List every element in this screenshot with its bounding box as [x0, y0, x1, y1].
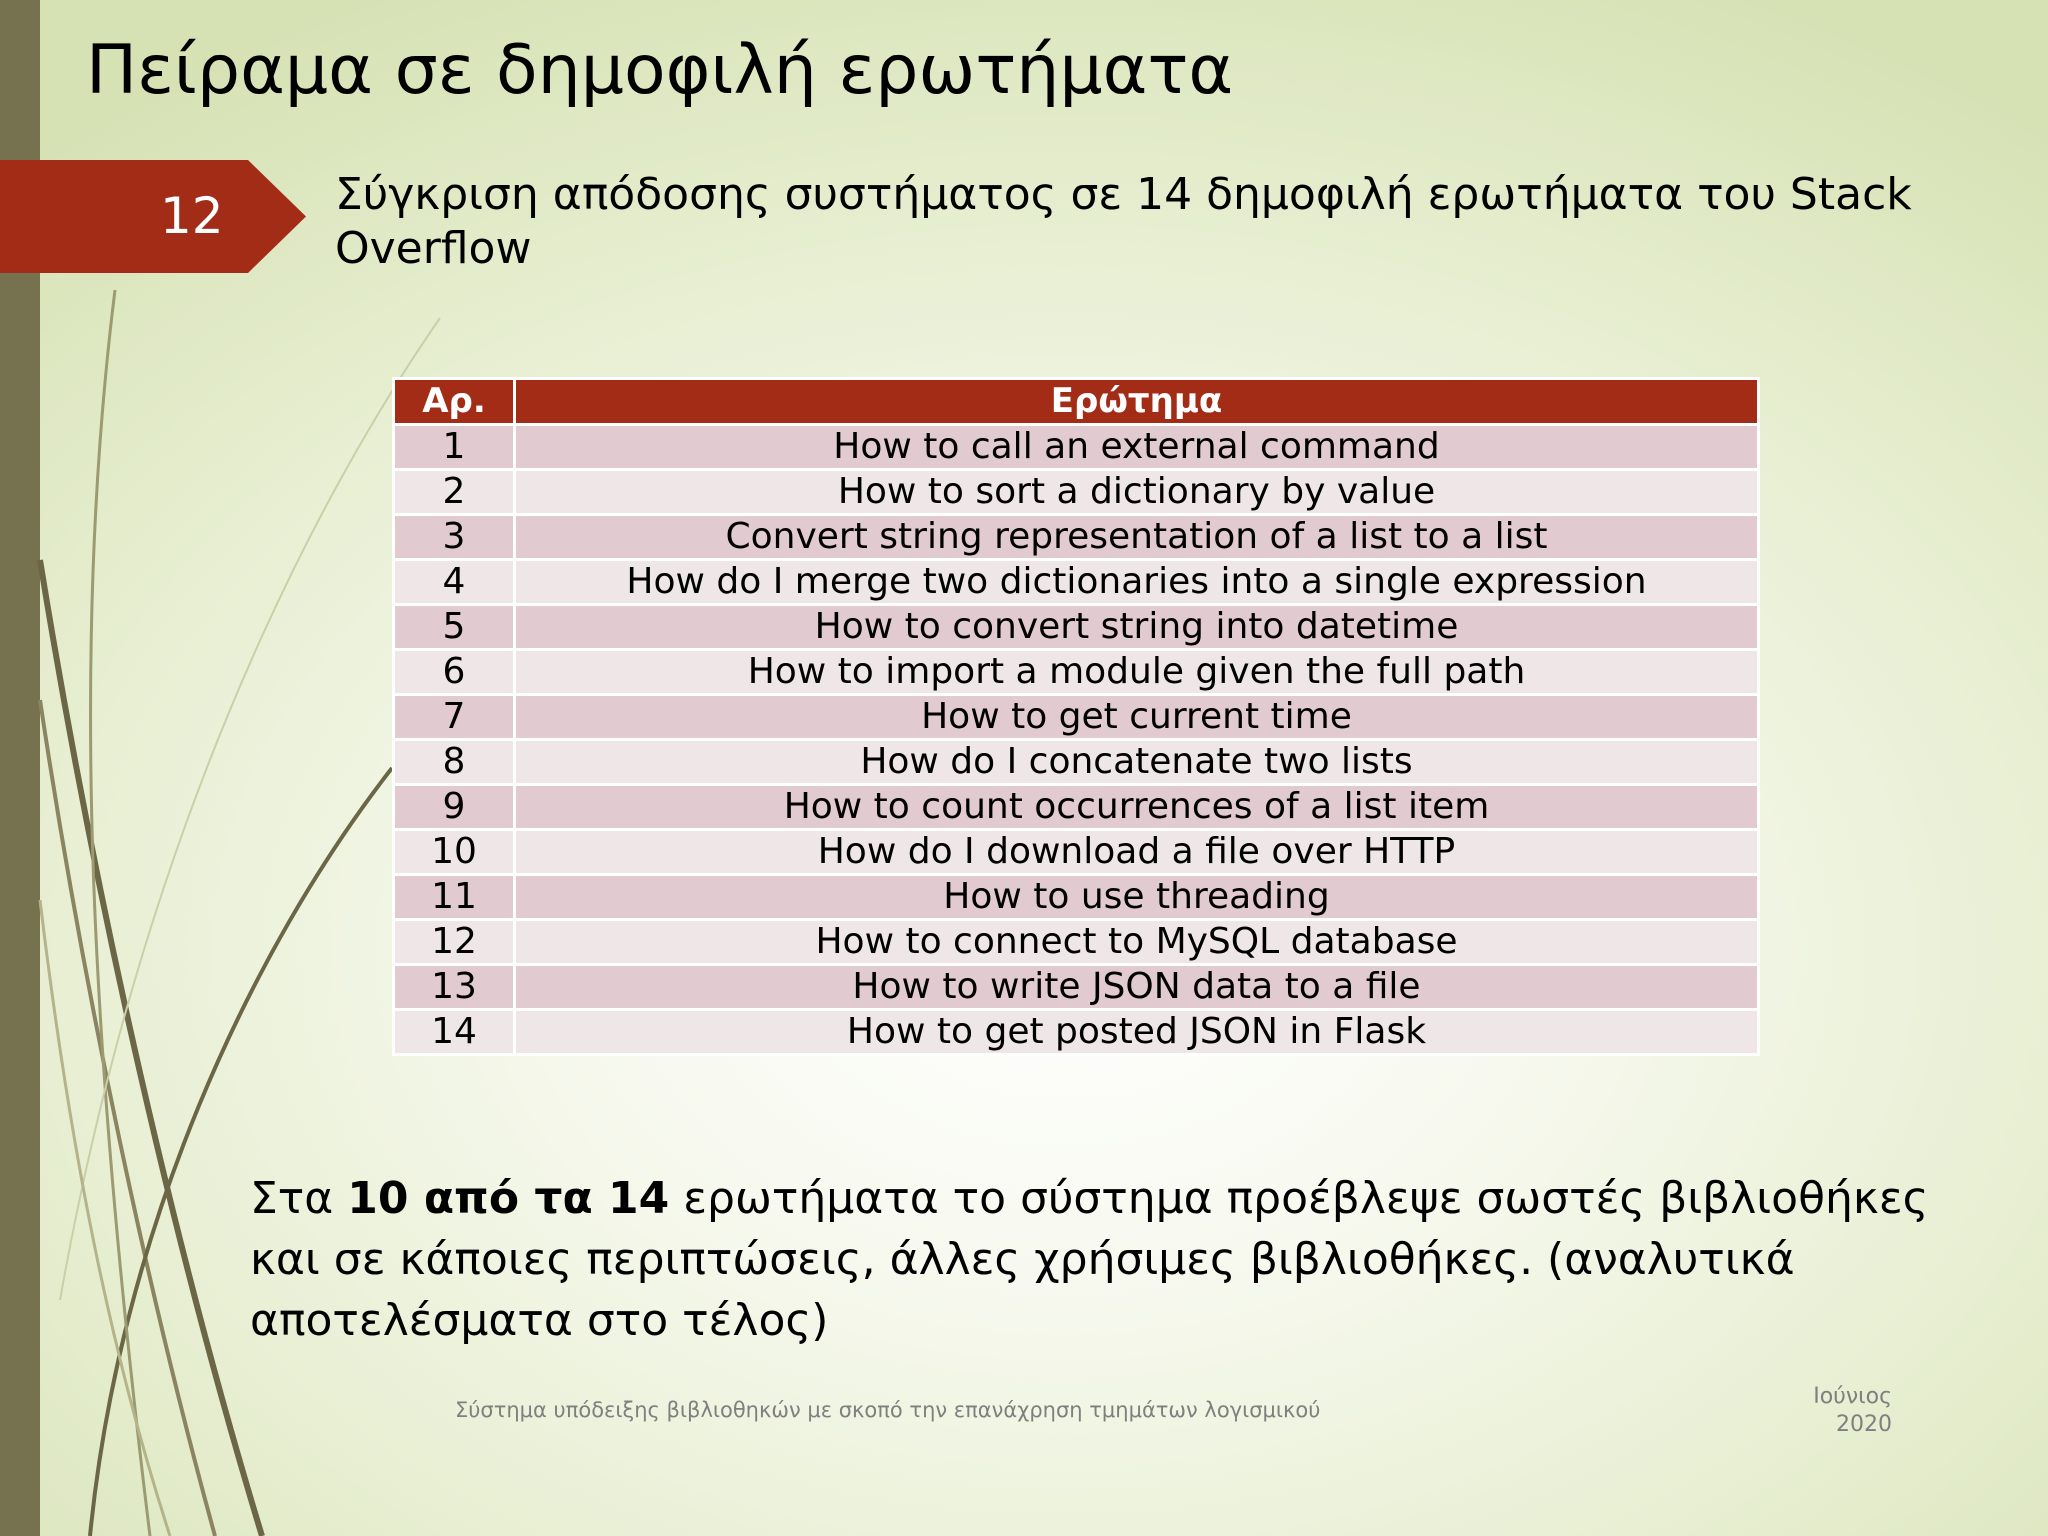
- table-row: [394, 1010, 1759, 1055]
- slide-title: Πείραμα σε δημοφιλή ερωτήματα: [86, 31, 1234, 110]
- row-num: 9: [394, 785, 515, 830]
- row-question: How to connect to MySQL database: [515, 920, 1759, 965]
- row-num: 13: [394, 965, 515, 1010]
- table-row: [394, 605, 1759, 650]
- footer-date: [1760, 1383, 1892, 1439]
- row-question: How to get current time: [515, 695, 1759, 740]
- footer-year: 2020: [1836, 1412, 1892, 1437]
- table-row: [394, 650, 1759, 695]
- table-row: [394, 560, 1759, 605]
- row-num: 7: [394, 695, 515, 740]
- row-question: How do I merge two dictionaries into a single expression: [515, 560, 1759, 605]
- row-num: 1: [394, 425, 515, 470]
- row-num: 12: [394, 920, 515, 965]
- row-question: How to sort a dictionary by value: [515, 470, 1759, 515]
- table-row: [394, 425, 1759, 470]
- row-num: 5: [394, 605, 515, 650]
- row-question: How to write JSON data to a file: [515, 965, 1759, 1010]
- row-question: How do I download a file over HTTP: [515, 830, 1759, 875]
- row-num: 2: [394, 470, 515, 515]
- slide-subtitle: Σύγκριση απόδοσης συστήματος σε 14 δημοφιλή ερωτήματα του Stack Overflow: [335, 169, 1912, 274]
- row-num: 4: [394, 560, 515, 605]
- row-num: 6: [394, 650, 515, 695]
- table-row: [394, 470, 1759, 515]
- conclusion-suffix: ερωτήματα το σύστημα προέβλεψε σωστές βιβλιοθήκες και σε κάποιες περιπτώσεις, άλλες χρήσιμες βιβλιοθήκες. (αναλυτικά αποτελέσματα στο τέλος): [250, 1173, 1929, 1346]
- table-row: [394, 695, 1759, 740]
- header-question: Ερώτημα: [515, 379, 1759, 425]
- row-num: 10: [394, 830, 515, 875]
- table-row: [394, 830, 1759, 875]
- row-question: How to use threading: [515, 875, 1759, 920]
- row-num: 11: [394, 875, 515, 920]
- slide-number-arrow: [0, 160, 306, 273]
- conclusion-text: [250, 1168, 1970, 1351]
- row-question: How do I concatenate two lists: [515, 740, 1759, 785]
- table-row: [394, 965, 1759, 1010]
- row-num: 3: [394, 515, 515, 560]
- table-row: [394, 785, 1759, 830]
- header-num: Αρ.: [394, 379, 515, 425]
- table-header-row: [394, 379, 1759, 425]
- row-question: How to count occurrences of a list item: [515, 785, 1759, 830]
- table-row: [394, 740, 1759, 785]
- row-question: How to get posted JSON in Flask: [515, 1010, 1759, 1055]
- table-row: [394, 875, 1759, 920]
- conclusion-highlight: 10 από τα 14: [347, 1173, 670, 1224]
- row-num: 14: [394, 1010, 515, 1055]
- table-row: [394, 920, 1759, 965]
- row-question: How to convert string into datetime: [515, 605, 1759, 650]
- footer-title: Σύστημα υπόδειξης βιβλιοθηκών με σκοπό την επανάχρηση τμημάτων λογισμικού: [455, 1398, 1321, 1422]
- row-num: 8: [394, 740, 515, 785]
- row-question: How to call an external command: [515, 425, 1759, 470]
- questions-table: [392, 377, 1760, 1056]
- row-question: How to import a module given the full path: [515, 650, 1759, 695]
- table-row: [394, 515, 1759, 560]
- row-question: Convert string representation of a list to a list: [515, 515, 1759, 560]
- slide-number: 12: [160, 187, 224, 245]
- conclusion-prefix: Στα: [250, 1173, 348, 1224]
- footer-month: Ιούνιος: [1813, 1384, 1892, 1409]
